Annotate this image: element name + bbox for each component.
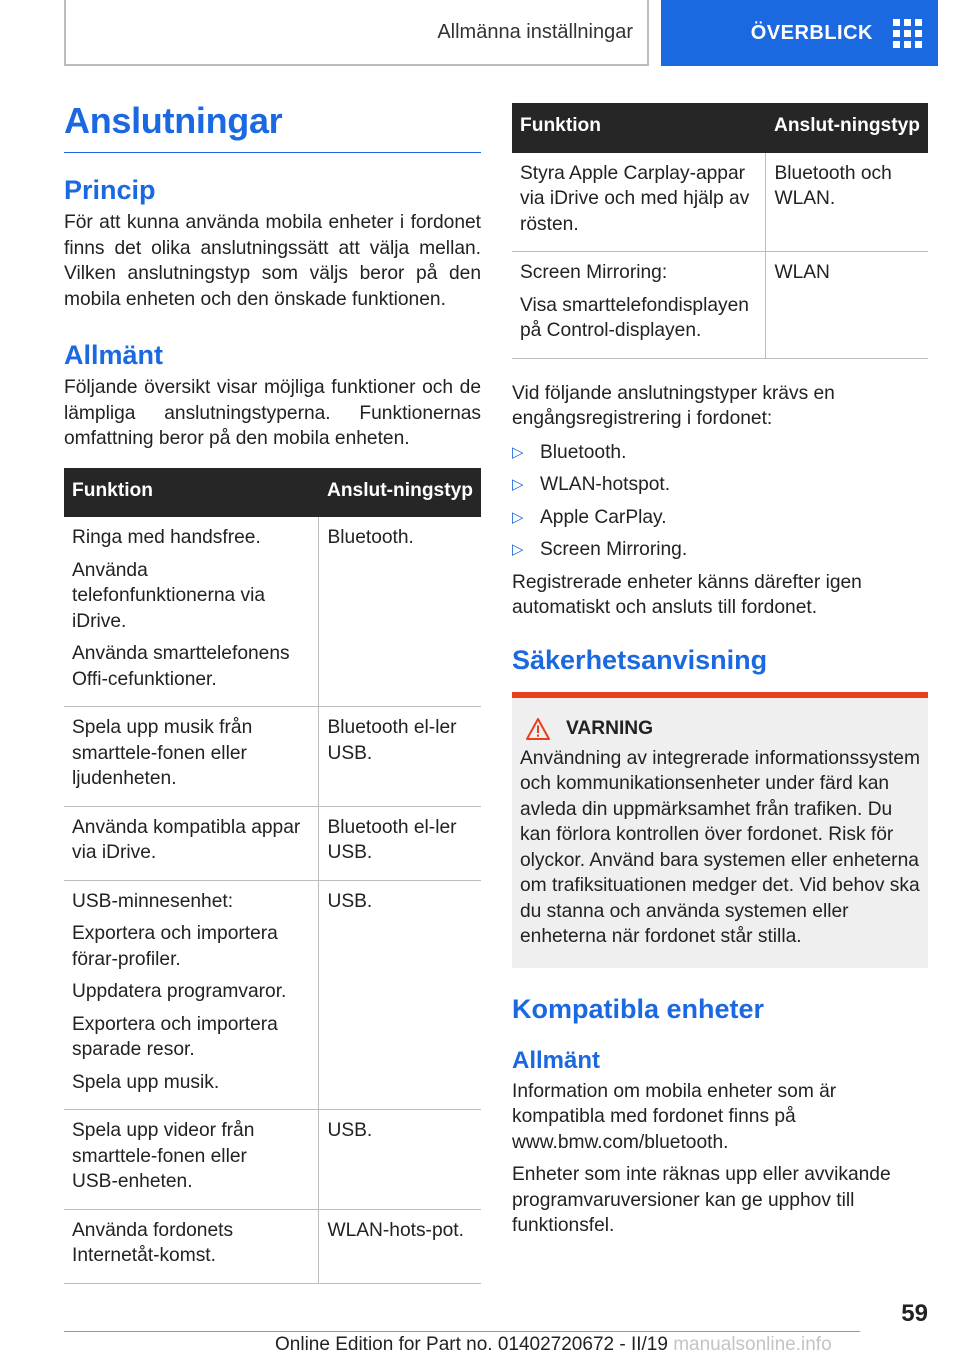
registration-outro: Registrerade enheter känns därefter igen automatiskt och ansluts till fordonet. — [512, 571, 862, 618]
cell-anslutningstyp: Bluetooth el‑ler USB. — [319, 707, 481, 807]
table-row — [64, 806, 481, 880]
list-item: ▷ Bluetooth. — [512, 440, 928, 466]
cell-line: Uppdatera programvaror. — [72, 981, 287, 1002]
cell-line: Screen Mirroring: — [520, 262, 668, 283]
connections-table — [64, 468, 481, 1284]
registration-intro: Vid följande anslutningstyper krävs en engångsregistrering i fordonet: — [512, 382, 835, 429]
warning-label: VARNING — [566, 717, 654, 739]
cell-funktion — [64, 806, 319, 880]
registration-list — [512, 440, 928, 563]
cell-anslutningstyp: USB. — [319, 880, 481, 1110]
cell-funktion — [64, 1110, 319, 1210]
grid-icon — [893, 19, 922, 48]
compatible-text-1: Information om mobila enheter som är kompatibla med fordonet finns på www.bmw.com/bluetooth. — [512, 1080, 837, 1153]
page-number: 59 — [901, 1300, 928, 1327]
allmant-text: Följande översikt visar möjliga funktioner och de lämpliga anslutningstyperna. Funktionernas omfattning beror på den mobila enheten. — [64, 377, 481, 449]
allmant-heading: Allmänt — [64, 340, 164, 370]
cell-line: Ringa med handsfree. — [72, 527, 261, 548]
compatible-subheading: Allmänt — [512, 1046, 601, 1074]
list-item: ▷ WLAN‑hotspot. — [512, 472, 928, 498]
table-row — [64, 517, 481, 707]
cell-anslutningstyp: Bluetooth el‑ler USB. — [319, 806, 481, 880]
cell-funktion — [64, 517, 319, 707]
cell-line: Visa smarttelefondisplayen på Control‑displayen. — [520, 294, 749, 341]
cell-line: Använda smarttelefonens Offi‑cefunktioner. — [72, 643, 290, 690]
princip-heading: Princip — [64, 175, 156, 205]
cell-anslutningstyp: Bluetooth. — [319, 517, 481, 707]
table-row — [64, 707, 481, 807]
safety-heading: Säkerhetsanvisning — [512, 644, 768, 675]
cell-line: Styra Apple Carplay‑appar via iDrive och med hjälp av rösten. — [520, 162, 750, 235]
warning-text: Användning av integrerade informationssystem och kommunikationsenheter under färd kan avleda din uppmärksamhet från trafiken. Du kan förlora kontrollen över fordonet. Risk för olyckor. Använd bara systemen eller enheterna om trafiksituationen medger det. Vid behov ska du stanna och använda systemen eller enheterna när fordonet står stilla. — [520, 747, 920, 947]
warning-triangle-icon — [526, 718, 550, 740]
cell-line: Exportera och importera förar‑profiler. — [72, 923, 278, 970]
arrow-right-icon: ▷ — [512, 508, 524, 526]
left-column — [64, 100, 481, 1284]
arrow-right-icon: ▷ — [512, 541, 524, 558]
cell-anslutningstyp: Bluetooth och WLAN. — [766, 153, 928, 252]
footer-edition: Online Edition for Part no. 01402720672 - II/19 — [275, 1334, 668, 1355]
table-row — [64, 1110, 481, 1210]
table-row — [64, 1209, 481, 1283]
connections-table-continued — [512, 103, 928, 359]
table-header-funktion: Funktion — [512, 103, 766, 153]
cell-line: USB‑minnesenhet: — [72, 890, 234, 912]
compatible-heading: Kompatibla enheter — [512, 993, 765, 1024]
right-column — [512, 103, 928, 1239]
cell-anslutningstyp: USB. — [319, 1110, 481, 1210]
cell-funktion — [512, 252, 766, 359]
cell-anslutningstyp: WLAN — [766, 252, 928, 359]
cell-line: Spela upp videor från smarttele‑fonen eller USB‑enheten. — [72, 1120, 255, 1192]
cell-line: Använda telefonfunktionerna via iDrive. — [72, 559, 266, 632]
cell-funktion — [64, 1209, 319, 1283]
footer-divider — [64, 1331, 860, 1332]
page-title: Anslutningar — [64, 100, 481, 153]
header-section-tab — [64, 0, 649, 66]
table-row — [512, 252, 928, 359]
overview-label: ÖVERBLICK — [750, 21, 873, 44]
arrow-right-icon: ▷ — [512, 476, 524, 493]
arrow-right-icon: ▷ — [512, 443, 524, 461]
table-header-funktion: Funktion — [64, 468, 319, 518]
cell-line: Spela upp musik. — [72, 1071, 220, 1093]
cell-line: Använda kompatibla appar via iDrive. — [72, 816, 301, 863]
header-section-title: Allmänna inställningar — [437, 20, 633, 43]
list-item: ▷ Apple CarPlay. — [512, 505, 928, 531]
table-header-typ: Anslut‑ningstyp — [766, 103, 928, 153]
cell-funktion — [64, 880, 319, 1110]
table-header-typ: Anslut‑ningstyp — [319, 468, 481, 518]
cell-funktion — [64, 707, 319, 807]
cell-line: Använda fordonets Internetåt‑komst. — [72, 1219, 234, 1266]
overview-button[interactable] — [661, 0, 938, 66]
watermark: manualsonline.info — [673, 1334, 832, 1355]
cell-line: Spela upp musik från smarttele‑fonen eller ljudenheten. — [72, 717, 253, 789]
cell-anslutningstyp: WLAN‑hots‑pot. — [319, 1209, 481, 1283]
compatible-text-2: Enheter som inte räknas upp eller avvikande programvaruversioner kan ge upphov till funktionsfel. — [512, 1164, 891, 1236]
footer — [275, 1334, 832, 1356]
table-row — [512, 153, 928, 252]
list-item: ▷ Screen Mirroring. — [512, 537, 928, 563]
cell-funktion — [512, 153, 766, 252]
warning-box — [512, 692, 928, 968]
table-row — [64, 880, 481, 1110]
princip-text: För att kunna använda mobila enheter i fordonet finns det olika anslutningssätt att välja mellan. Vilken anslutningstyp som väljs beror på den mobila enheten och den önskade funktionen. — [64, 212, 481, 310]
cell-line: Exportera och importera sparade resor. — [72, 1013, 278, 1060]
